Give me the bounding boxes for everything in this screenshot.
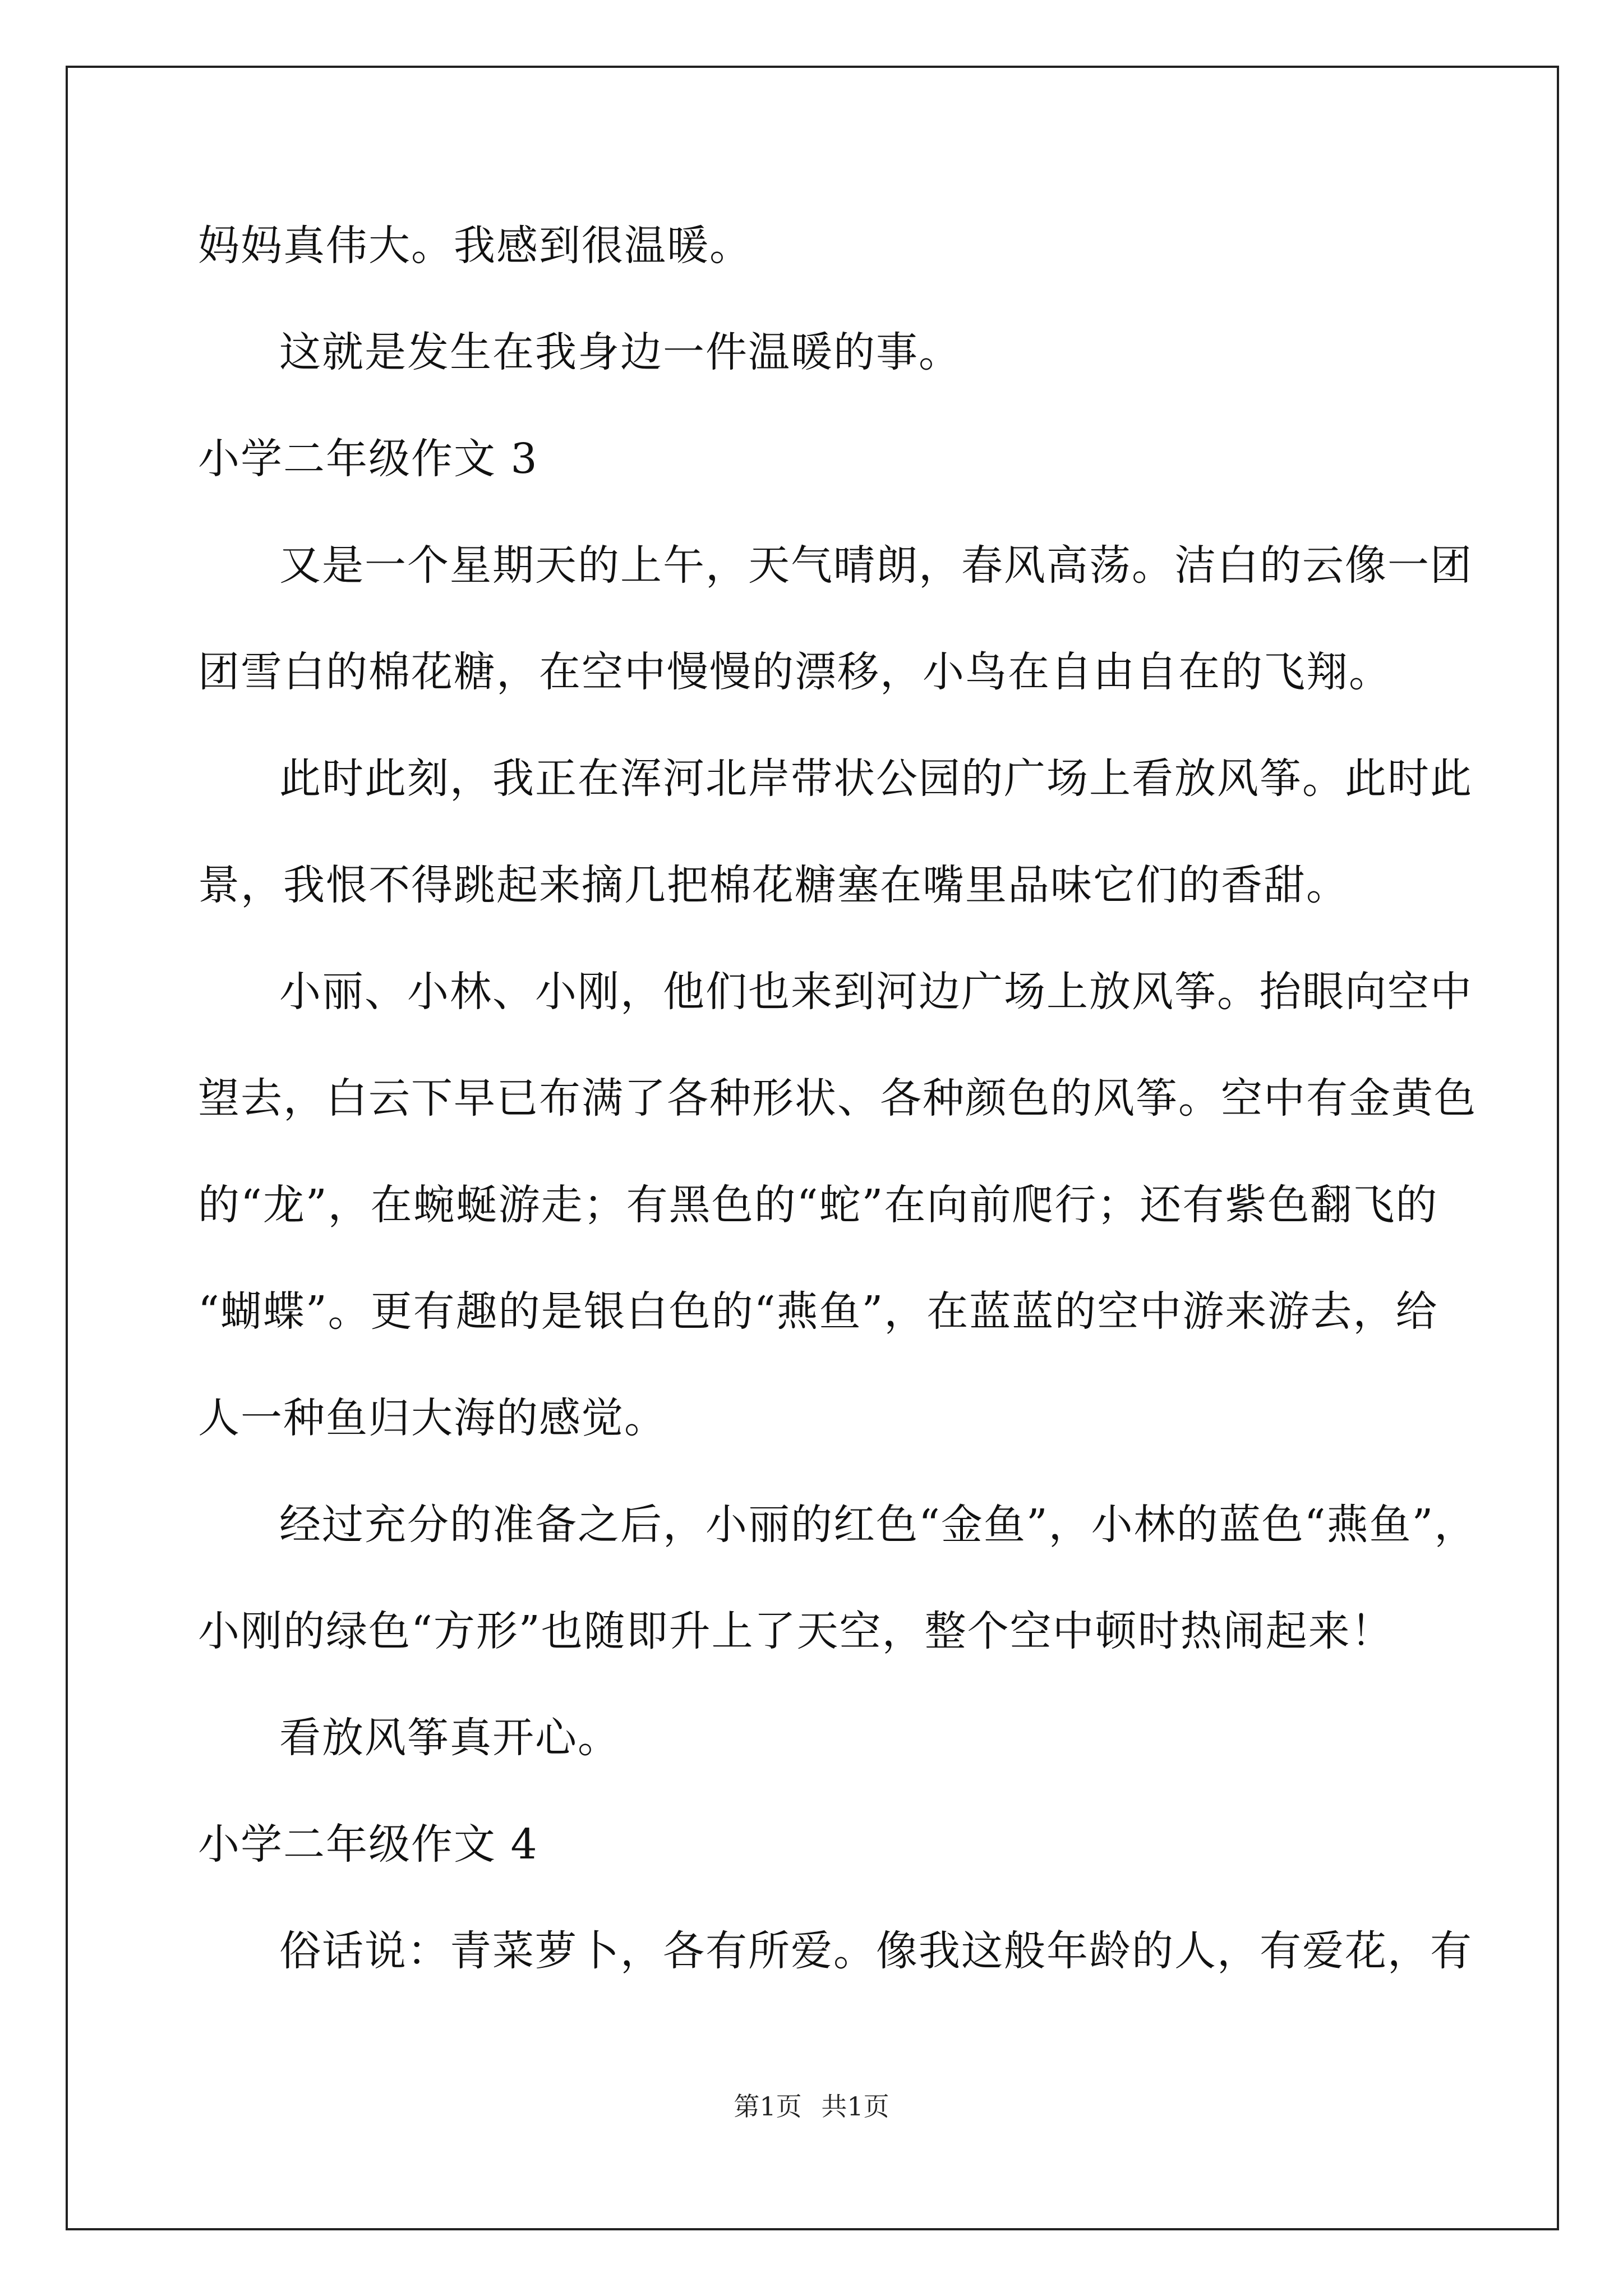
text-line: 小刚的绿色“方形”也随即升上了天空，整个空中顿时热闹起来！ (198, 1607, 1394, 1655)
page-footer (0, 2090, 1623, 2123)
text-line: 妈妈真伟大。我感到很温暖。 (198, 222, 752, 270)
text-line: 望去，白云下早已布满了各种形状、各种颜色的风筝。空中有金黄色 (198, 1074, 1477, 1122)
text-line: 看放风筝真开心。 (279, 1714, 620, 1762)
section-heading: 小学二年级作文 3 (198, 435, 538, 483)
text-line: 的“龙”，在蜿蜒游走；有黑色的“蛇”在向前爬行；还有紫色翻飞的 (198, 1181, 1438, 1229)
text-line: 又是一个星期天的上午，天气晴朗，春风高荡。洁白的云像一团 (279, 541, 1473, 590)
text-line: 经过充分的准备之后，小丽的红色“金鱼”，小林的蓝色“燕鱼”， (279, 1501, 1477, 1549)
page-border (66, 66, 1559, 2230)
text-line: 景，我恨不得跳起来摘几把棉花糖塞在嘴里品味它们的香甜。 (198, 861, 1349, 909)
text-line: 此时此刻，我正在浑河北岸带状公园的广场上看放风筝。此时此 (279, 754, 1473, 803)
section-heading: 小学二年级作文 4 (198, 1820, 538, 1869)
text-line: 小丽、小林、小刚，他们也来到河边广场上放风筝。抬眼向空中 (279, 968, 1473, 1016)
page-total: 共1页 (821, 2091, 889, 2122)
text-line: 团雪白的棉花糖，在空中慢慢的漂移，小鸟在自由自在的飞翔。 (198, 648, 1391, 696)
text-line: 这就是发生在我身边一件温暖的事。 (279, 328, 961, 376)
text-line: “蝴蝶”。更有趣的是银白色的“燕鱼”，在蓝蓝的空中游来游去，给 (198, 1287, 1438, 1336)
page-number: 第1页 (734, 2091, 802, 2122)
text-line: 人一种鱼归大海的感觉。 (198, 1394, 667, 1442)
text-line: 俗话说：青菜萝卜，各有所爱。像我这般年龄的人，有爱花，有 (279, 1927, 1473, 1975)
